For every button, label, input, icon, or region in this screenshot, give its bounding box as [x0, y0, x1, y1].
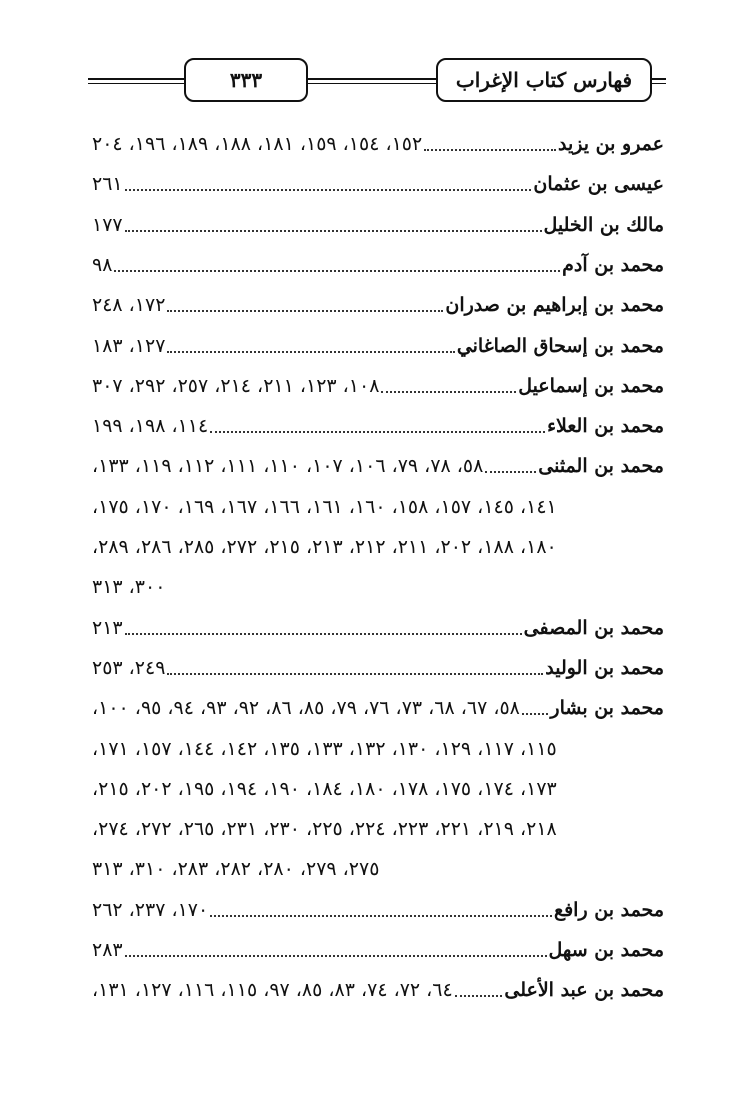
index-entry	[92, 970, 664, 1010]
index-entry	[92, 285, 664, 325]
running-title: فهارس كتاب الإغراب	[436, 58, 652, 102]
dot-leader	[125, 633, 522, 635]
entry-pages: ٢٤٩، ٢٥٣	[92, 657, 166, 679]
entry-name: محمد بن المصفى	[523, 617, 664, 639]
entry-name: محمد بن بشار	[550, 697, 664, 719]
dot-leader	[167, 673, 543, 675]
entry-pages: ١٥٢، ١٥٤، ١٥٩، ١٨١، ١٨٨، ١٨٩، ١٩٦، ٢٠٤	[92, 133, 423, 155]
entry-pages: ١٧٠، ٢٣٧، ٢٦٢	[92, 899, 209, 921]
entry-pages: ١٧٧	[92, 214, 123, 236]
dot-leader	[522, 713, 549, 715]
entry-name: محمد بن المثنى	[538, 455, 664, 477]
entry-name: محمد بن رافع	[553, 899, 664, 921]
entry-name: محمد بن إسحاق الصاغاني	[456, 335, 664, 357]
index-entry	[92, 205, 664, 245]
dot-leader	[210, 915, 552, 917]
dot-leader	[125, 955, 547, 957]
entry-pages: ١٧٢، ٢٤٨	[92, 294, 166, 316]
entry-pages: ٩٨	[92, 254, 113, 276]
entry-name: محمد بن الوليد	[545, 657, 664, 679]
entry-pages-continuation: ٢١٨، ٢١٩، ٢٢١، ٢٢٣، ٢٢٤، ٢٢٥، ٢٣٠، ٢٣١، ٢٦٥، ٢٧٢، ٢٧٤،	[92, 818, 557, 840]
entry-pages-continuation: ٣٠٠، ٣١٣	[92, 576, 166, 598]
page-header	[88, 54, 666, 106]
page-number: ٣٣٣	[184, 58, 308, 102]
entry-pages: ٦٤، ٧٢، ٧٤، ٨٣، ٨٥، ٩٧، ١١٥، ١١٦، ١٢٧، ١٣١،	[92, 979, 453, 1001]
index-entry	[92, 164, 664, 204]
entry-pages-continuation: ٢٧٥، ٢٧٩، ٢٨٠، ٢٨٢، ٢٨٣، ٣١٠، ٣١٣	[92, 858, 380, 880]
dot-leader	[455, 995, 503, 997]
entry-pages: ١٠٨، ١٢٣، ٢١١، ٢١٤، ٢٥٧، ٢٩٢، ٣٠٧	[92, 375, 380, 397]
index-entry	[92, 446, 664, 486]
index-entry	[92, 648, 664, 688]
entry-name: محمد بن إبراهيم بن صدران	[445, 294, 664, 316]
entry-name: محمد بن عبد الأعلى	[504, 979, 664, 1001]
entry-name: محمد بن العلاء	[547, 415, 664, 437]
dot-leader	[167, 310, 443, 312]
entry-name: عيسى بن عثمان	[533, 173, 664, 195]
dot-leader	[167, 351, 454, 353]
entry-pages: ٢١٣	[92, 617, 123, 639]
dot-leader	[381, 391, 516, 393]
dot-leader	[114, 270, 560, 272]
index-entry	[92, 608, 664, 648]
entry-pages: ١١٤، ١٩٨، ١٩٩	[92, 415, 209, 437]
dot-leader	[125, 230, 542, 232]
index-entry	[92, 930, 664, 970]
entry-name: محمد بن آدم	[562, 254, 664, 276]
index-entry	[92, 124, 664, 164]
dot-leader	[125, 189, 532, 191]
index-entry	[92, 326, 664, 366]
entry-pages: ٢٦١	[92, 173, 123, 195]
dot-leader	[424, 149, 556, 151]
index-entry	[92, 366, 664, 406]
entry-pages-continuation: ١٨٠، ١٨٨، ٢٠٢، ٢١١، ٢١٢، ٢١٣، ٢١٥، ٢٧٢، ٢٨٥، ٢٨٦، ٢٨٩،	[92, 536, 557, 558]
entry-name: عمرو بن يزيد	[558, 133, 664, 155]
index-entry	[92, 688, 664, 728]
dot-leader	[485, 471, 536, 473]
entry-name: محمد بن سهل	[548, 939, 664, 961]
entry-name: محمد بن إسماعيل	[518, 375, 664, 397]
entry-pages-continuation: ١٤١، ١٤٥، ١٥٧، ١٥٨، ١٦٠، ١٦١، ١٦٦، ١٦٧، ١٦٩، ١٧٠، ١٧٥،	[92, 496, 557, 518]
entry-name: مالك بن الخليل	[543, 214, 664, 236]
entry-pages: ٥٨، ٧٨، ٧٩، ١٠٦، ١٠٧، ١١٠، ١١١، ١١٢، ١١٩، ١٣٣،	[92, 455, 484, 477]
entry-pages: ١٢٧، ١٨٣	[92, 335, 166, 357]
dot-leader	[210, 431, 545, 433]
index-entry	[92, 245, 664, 285]
entry-pages-continuation: ١٧٣، ١٧٤، ١٧٥، ١٧٨، ١٨٠، ١٨٤، ١٩٠، ١٩٤، ١٩٥، ٢٠٢، ٢١٥،	[92, 778, 557, 800]
entry-pages: ٥٨، ٦٧، ٦٨، ٧٣، ٧٦، ٧٩، ٨٥، ٨٦، ٩٢، ٩٣، ٩٤، ٩٥، ١٠٠،	[92, 697, 520, 719]
entry-pages: ٢٨٣	[92, 939, 123, 961]
index-entry	[92, 406, 664, 446]
entry-pages-continuation: ١١٥، ١١٧، ١٢٩، ١٣٠، ١٣٢، ١٣٣، ١٣٥، ١٤٢، ١٤٤، ١٥٧، ١٧١،	[92, 738, 557, 760]
index-entry	[92, 890, 664, 930]
